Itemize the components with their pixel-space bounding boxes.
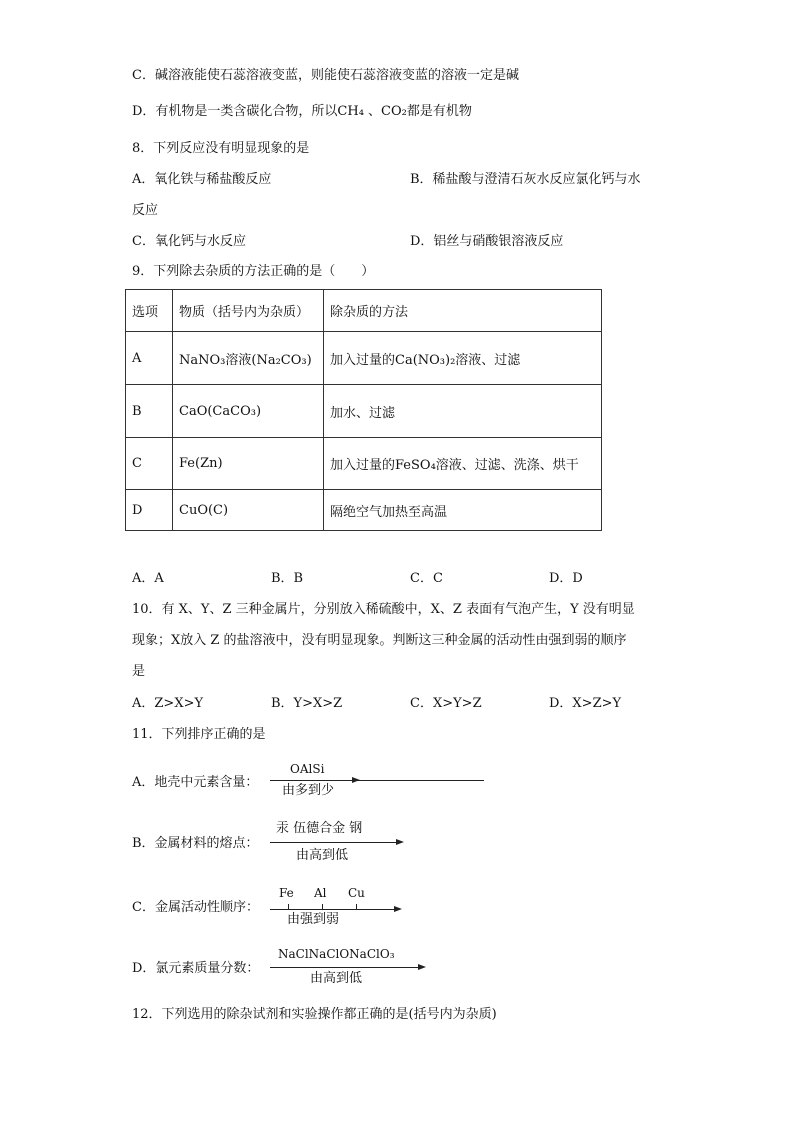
table-cell: 隔绝空气加热至高温: [324, 490, 602, 531]
table-cell: A: [126, 332, 173, 385]
q9-choice-c: C．C: [410, 571, 443, 586]
question-9: 9．下列除去杂质的方法正确的是（ ）: [132, 264, 375, 279]
q11-option-c-item-cu: Cu: [348, 886, 365, 900]
q11-option-a-direction: 由多到少: [282, 783, 335, 798]
q11-option-a-arrow: [270, 780, 484, 781]
table-row: [126, 490, 602, 531]
q7-option-c: C．碱溶液能使石蕊溶液变蓝，则能使石蕊溶液变蓝的溶液一定是碱: [132, 68, 519, 83]
table-header: 选项: [126, 290, 173, 332]
q8-option-b: B．稀盐酸与澄清石灰水反应氯化钙与水: [410, 172, 641, 187]
q11-option-c-direction: 由强到弱: [287, 912, 340, 927]
table-cell: Fe(Zn): [173, 438, 324, 490]
q10-choice-b: B．Y>X>Z: [271, 696, 343, 711]
q11-option-d-sequence: NaClNaClONaClO₃: [278, 947, 395, 961]
table-cell: NaNO₃溶液(Na₂CO₃): [173, 332, 324, 385]
q8-option-b-continued: 反应: [132, 203, 159, 218]
table-row: [126, 332, 602, 385]
table-cell: B: [126, 385, 173, 438]
q11-option-b-arrow: [270, 842, 398, 843]
question-8: 8．下列反应没有明显现象的是: [132, 141, 310, 156]
q11-option-c-arrow: [270, 909, 396, 910]
q8-option-a: A．氧化铁与稀盐酸反应: [132, 172, 272, 187]
q10-choice-d: D．X>Z>Y: [549, 696, 622, 711]
arrow-head-icon: [352, 777, 360, 783]
q11-option-b-direction: 由高到低: [296, 848, 349, 863]
question-10-line-2: 现象；X放入 Z 的盐溶液中，没有明显现象。判断这三种金属的活动性由强到弱的顺序: [132, 633, 627, 648]
question-10-line-1: 10．有 X、Y、Z 三种金属片，分别放入稀硫酸中，X、Z 表面有气泡产生，Y 没有明显: [132, 602, 635, 617]
table-cell: 加水、过滤: [324, 385, 602, 438]
table-header-row: [126, 290, 602, 332]
q11-option-d-label: D．氯元素质量分数：: [132, 961, 260, 976]
q7-option-d: D．有机物是一类含碳化合物，所以CH₄ 、CO₂都是有机物: [132, 104, 472, 119]
arrow-head-icon: [394, 906, 402, 912]
q11-option-c-label: C．金属活动性顺序：: [132, 900, 259, 915]
q11-option-c: [132, 884, 412, 927]
q10-choice-c: C．X>Y>Z: [410, 696, 482, 711]
table-row: [126, 385, 602, 438]
q11-option-a-sequence: OAlSi: [290, 762, 325, 776]
q11-option-a: [132, 761, 372, 801]
q11-option-d-direction: 由高到低: [310, 971, 363, 986]
q11-option-c-item-fe: Fe: [279, 886, 294, 900]
arrow-head-icon: [396, 839, 404, 845]
q11-option-d-arrow: [270, 967, 420, 968]
question-11: 11．下列排序正确的是: [132, 727, 266, 742]
table-cell: D: [126, 490, 173, 531]
impurity-table: [125, 289, 602, 531]
arrow-head-icon: [418, 964, 426, 970]
table-cell: C: [126, 438, 173, 490]
q11-option-a-label: A．地壳中元素含量：: [132, 775, 259, 790]
table-cell: CaO(CaCO₃): [173, 385, 324, 438]
question-10-line-3: 是: [132, 664, 146, 679]
q10-choice-a: A．Z>X>Y: [132, 696, 204, 711]
q11-option-b: [132, 822, 412, 862]
q8-option-c: C．氧化钙与水反应: [132, 234, 246, 249]
table-cell: 加入过量的FeSO₄溶液、过滤、洗涤、烘干: [324, 438, 602, 490]
q11-option-d: [132, 947, 432, 987]
table-header: 除杂质的方法: [324, 290, 602, 332]
table-header: 物质（括号内为杂质）: [173, 290, 324, 332]
q9-choice-d: D．D: [549, 571, 583, 586]
q9-choice-a: A．A: [132, 571, 164, 586]
q9-choice-b: B．B: [271, 571, 304, 586]
table-row: [126, 438, 602, 490]
q11-option-b-label: B．金属材料的熔点：: [132, 836, 259, 851]
q11-option-b-sequence: 汞 伍德合金 钢: [276, 821, 363, 836]
question-12: 12．下列选用的除杂试剂和实验操作都正确的是(括号内为杂质): [132, 1007, 497, 1022]
q11-option-c-item-al: Al: [314, 886, 327, 900]
table-cell: CuO(C): [173, 490, 324, 531]
table-cell: 加入过量的Ca(NO₃)₂溶液、过滤: [324, 332, 602, 385]
q8-option-d: D．铝丝与硝酸银溶液反应: [410, 234, 564, 249]
